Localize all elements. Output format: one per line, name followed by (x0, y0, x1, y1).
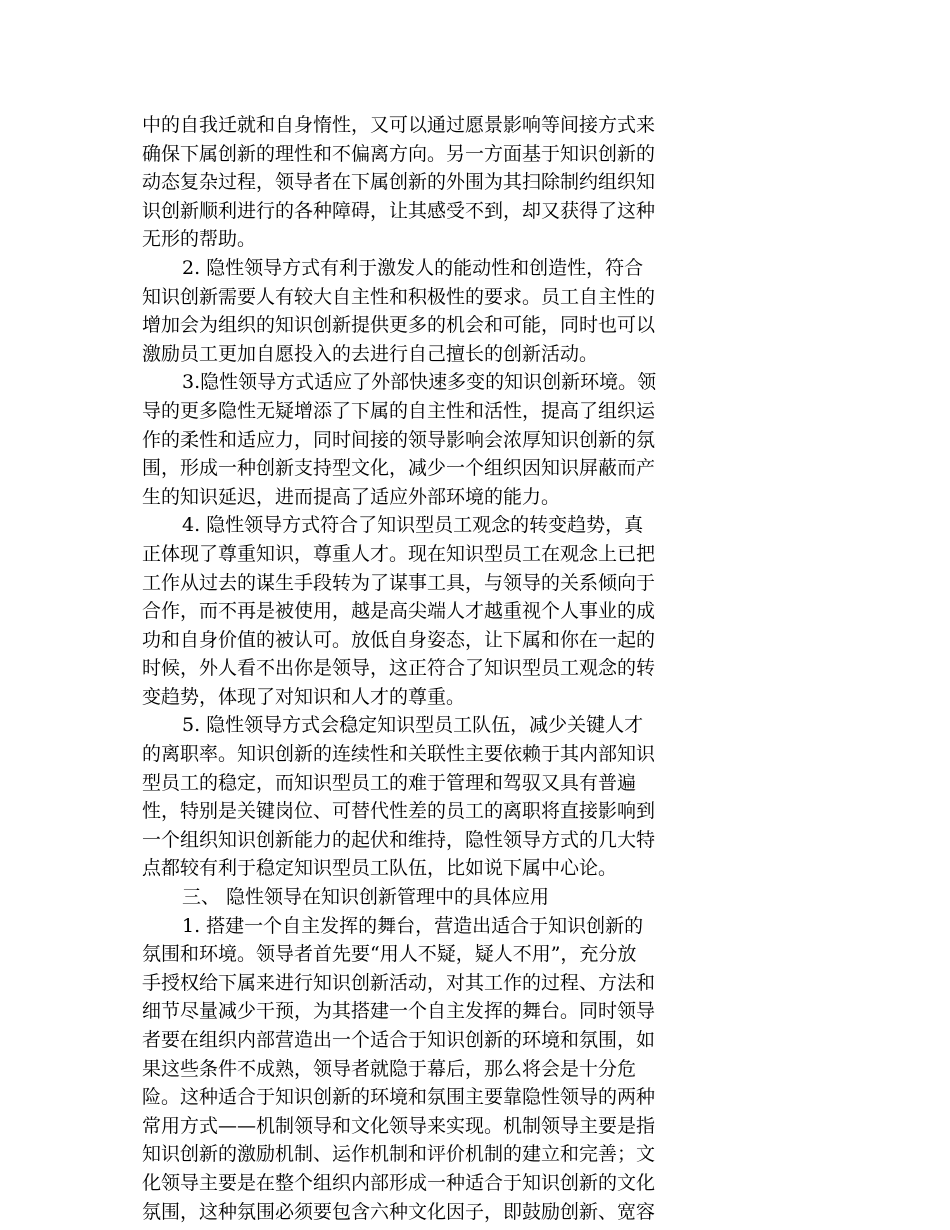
text-line: 时候，外人看不出你是领导，这正符合了知识型员工观念的转 (142, 657, 656, 680)
text-line: 1. 搭建一个自主发挥的舞台，营造出适合于知识创新的 (182, 914, 644, 937)
text-line: 性，特别是关键岗位、可替代性差的员工的离职将直接影响到 (142, 800, 656, 823)
text-line: 确保下属创新的理性和不偏离方向。另一方面基于知识创新的 (142, 142, 656, 165)
text-line: 增加会为组织的知识创新提供更多的机会和可能，同时也可以 (142, 314, 656, 337)
text-line: 作的柔性和适应力，同时间接的领导影响会浓厚知识创新的氛 (142, 428, 656, 451)
text-line: 氛围和环境。领导者首先要“用人不疑，疑人不用”，充分放 (142, 943, 637, 966)
text-line: 者要在组织内部营造出一个适合于知识创新的环境和氛围，如 (142, 1029, 656, 1051)
text-line: 手授权给下属来进行知识创新活动，对其工作的过程、方法和 (142, 971, 656, 994)
text-line: 合作，而不再是被使用，越是高尖端人才越重视个人事业的成 (142, 600, 656, 623)
text-line: 生的知识延迟，进而提高了适应外部环境的能力。 (142, 485, 561, 508)
text-line: 功和自身价值的被认可。放低自身姿态，让下属和你在一起的 (142, 628, 656, 651)
text-line: 5. 隐性领导方式会稳定知识型员工队伍，减少关键人才 (182, 714, 644, 737)
text-line: 动态复杂过程，领导者在下属创新的外围为其扫除制约组织知 (142, 171, 656, 194)
text-line: 2. 隐性领导方式有利于激发人的能动性和创造性，符合 (182, 256, 644, 279)
text-line: 型员工的稳定，而知识型员工的难于管理和驾驭又具有普遍 (142, 771, 637, 794)
text-line: 氛围，这种氛围必须要包含六种文化因子，即鼓励创新、宽容 (142, 1200, 656, 1223)
text-line: 常用方式——机制领导和文化领导来实现。机制领导主要是指 (142, 1114, 656, 1137)
text-line: 知识创新需要人有较大自主性和积极性的要求。员工自主性的 (142, 285, 656, 308)
text-line: 一个组织知识创新能力的起伏和维持，隐性领导方式的几大特 (142, 828, 656, 851)
text-line: 4. 隐性领导方式符合了知识型员工观念的转变趋势，真 (182, 514, 644, 537)
text-line: 的离职率。知识创新的连续性和关联性主要依赖于其内部知识 (142, 743, 656, 766)
document-page (142, 111, 742, 1226)
text-line: 险。这种适合于知识创新的环境和氛围主要靠隐性领导的两种 (142, 1086, 656, 1109)
text-line: 工作从过去的谋生手段转为了谋事工具，与领导的关系倾向于 (142, 571, 656, 594)
text-line: 识创新顺利进行的各种障碍，让其感受不到，却又获得了这种 (142, 199, 656, 222)
text-line: 变趋势，体现了对知识和人才的尊重。 (142, 685, 466, 708)
text-line: 无形的帮助。 (142, 228, 257, 251)
text-line: 中的自我迁就和自身惰性，又可以通过愿景影响等间接方式来 (142, 114, 656, 136)
text-line: 围，形成一种创新支持型文化，减少一个组织因知识屏蔽而产 (142, 457, 656, 480)
text-line: 化领导主要是在整个组织内部形成一种适合于知识创新的文化 (142, 1171, 656, 1194)
text-line: 知识创新的激励机制、运作机制和评价机制的建立和完善；文 (142, 1143, 656, 1166)
text-line: 三、 隐性领导在知识创新管理中的具体应用 (182, 886, 550, 909)
text-line: 点都较有利于稳定知识型员工队伍，比如说下属中心论。 (142, 857, 618, 880)
text-line: 果这些条件不成熟，领导者就隐于幕后，那么将会是十分危 (142, 1057, 637, 1080)
text-line: 导的更多隐性无疑增添了下属的自主性和活性，提高了组织运 (142, 399, 656, 422)
text-line: 激励员工更加自愿投入的去进行自己擅长的创新活动。 (142, 342, 599, 365)
text-line: 正体现了尊重知识，尊重人才。现在知识型员工在观念上已把 (142, 542, 656, 565)
text-line: 细节尽量减少干预，为其搭建一个自主发挥的舞台。同时领导 (142, 1000, 656, 1023)
text-line: 3.隐性领导方式适应了外部快速多变的知识创新环境。领 (182, 371, 657, 394)
